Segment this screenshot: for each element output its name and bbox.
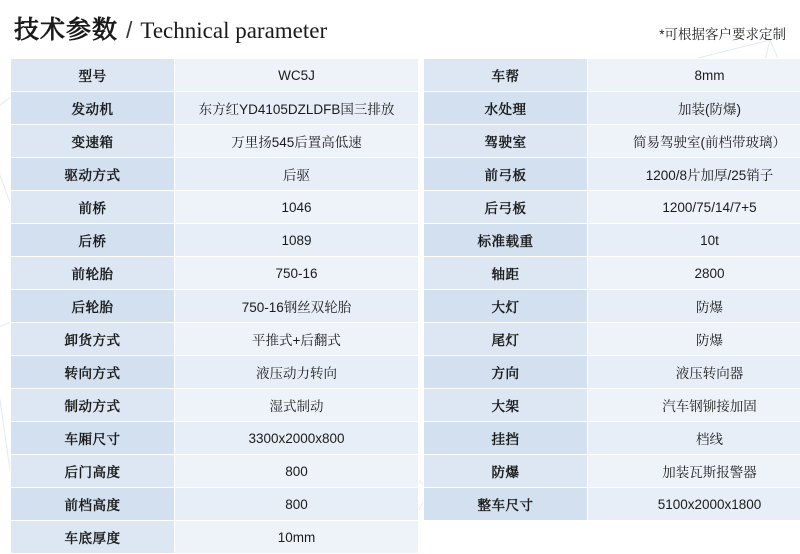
spec-key: 水处理 bbox=[424, 92, 588, 125]
spec-value: 750-16钢丝双轮胎 bbox=[175, 290, 419, 323]
spec-table-right-body bbox=[424, 59, 800, 554]
table-row bbox=[11, 59, 419, 92]
spec-value: 1089 bbox=[175, 224, 419, 257]
spec-value: WC5J bbox=[175, 59, 419, 92]
table-row bbox=[11, 125, 419, 158]
spec-value-empty bbox=[588, 521, 800, 554]
table-row-spacer bbox=[424, 521, 800, 554]
table-row bbox=[11, 92, 419, 125]
spec-table-right bbox=[423, 58, 800, 554]
spec-value: 加装瓦斯报警器 bbox=[588, 455, 800, 488]
spec-key: 后弓板 bbox=[424, 191, 588, 224]
spec-value: 简易驾驶室(前档带玻璃） bbox=[588, 125, 800, 158]
spec-value: 5100x2000x1800 bbox=[588, 488, 800, 521]
table-row bbox=[424, 191, 800, 224]
table-row bbox=[424, 257, 800, 290]
spec-key: 大灯 bbox=[424, 290, 588, 323]
spec-key: 变速箱 bbox=[11, 125, 175, 158]
spec-value: 液压动力转向 bbox=[175, 356, 419, 389]
spec-key: 驾驶室 bbox=[424, 125, 588, 158]
table-row bbox=[11, 356, 419, 389]
spec-value: 750-16 bbox=[175, 257, 419, 290]
spec-key: 卸货方式 bbox=[11, 323, 175, 356]
spec-key: 轴距 bbox=[424, 257, 588, 290]
spec-table-left-body bbox=[11, 59, 419, 554]
spec-key: 后门高度 bbox=[11, 455, 175, 488]
spec-key: 后轮胎 bbox=[11, 290, 175, 323]
spec-value: 8mm bbox=[588, 59, 800, 92]
spec-value: 汽车钢铆接加固 bbox=[588, 389, 800, 422]
spec-value: 10t bbox=[588, 224, 800, 257]
spec-key-empty bbox=[424, 521, 588, 554]
spec-value: 东方红YD4105DZLDFB国三排放 bbox=[175, 92, 419, 125]
page-header bbox=[0, 0, 800, 46]
spec-value: 1046 bbox=[175, 191, 419, 224]
spec-value: 平推式+后翻式 bbox=[175, 323, 419, 356]
spec-key: 标准载重 bbox=[424, 224, 588, 257]
table-row bbox=[11, 389, 419, 422]
table-row bbox=[424, 125, 800, 158]
table-row bbox=[11, 521, 419, 554]
table-row bbox=[424, 422, 800, 455]
table-row bbox=[424, 290, 800, 323]
customization-note: *可根据客户要求定制 bbox=[659, 23, 786, 46]
spec-value: 湿式制动 bbox=[175, 389, 419, 422]
table-row bbox=[11, 422, 419, 455]
table-row bbox=[11, 224, 419, 257]
page-title bbox=[14, 10, 327, 46]
spec-value: 防爆 bbox=[588, 290, 800, 323]
table-row bbox=[11, 257, 419, 290]
spec-key: 前桥 bbox=[11, 191, 175, 224]
spec-value: 2800 bbox=[588, 257, 800, 290]
spec-value: 万里扬545后置高低速 bbox=[175, 125, 419, 158]
table-row bbox=[11, 323, 419, 356]
spec-key: 车帮 bbox=[424, 59, 588, 92]
table-row bbox=[11, 455, 419, 488]
table-row bbox=[424, 389, 800, 422]
spec-value: 10mm bbox=[175, 521, 419, 554]
spec-key: 整车尺寸 bbox=[424, 488, 588, 521]
spec-key: 后桥 bbox=[11, 224, 175, 257]
spec-value: 液压转向器 bbox=[588, 356, 800, 389]
spec-key: 型号 bbox=[11, 59, 175, 92]
table-row bbox=[11, 158, 419, 191]
table-row bbox=[424, 224, 800, 257]
spec-key: 方向 bbox=[424, 356, 588, 389]
table-row bbox=[424, 356, 800, 389]
spec-value: 1200/75/14/7+5 bbox=[588, 191, 800, 224]
spec-tables bbox=[0, 46, 800, 554]
spec-key: 尾灯 bbox=[424, 323, 588, 356]
spec-key: 防爆 bbox=[424, 455, 588, 488]
spec-key: 挂挡 bbox=[424, 422, 588, 455]
spec-key: 前轮胎 bbox=[11, 257, 175, 290]
spec-table-left bbox=[10, 58, 419, 554]
spec-key: 车底厚度 bbox=[11, 521, 175, 554]
table-row bbox=[11, 290, 419, 323]
spec-key: 前档高度 bbox=[11, 488, 175, 521]
spec-value: 档线 bbox=[588, 422, 800, 455]
spec-value: 1200/8片加厚/25销子 bbox=[588, 158, 800, 191]
page-title-en: Technical parameter bbox=[140, 18, 327, 44]
spec-key: 发动机 bbox=[11, 92, 175, 125]
page-title-separator: / bbox=[124, 17, 134, 44]
spec-value: 后驱 bbox=[175, 158, 419, 191]
table-row bbox=[424, 158, 800, 191]
spec-key: 驱动方式 bbox=[11, 158, 175, 191]
spec-key: 转向方式 bbox=[11, 356, 175, 389]
table-row bbox=[11, 191, 419, 224]
spec-key: 车厢尺寸 bbox=[11, 422, 175, 455]
spec-key: 制动方式 bbox=[11, 389, 175, 422]
table-row bbox=[424, 92, 800, 125]
spec-value: 加装(防爆) bbox=[588, 92, 800, 125]
table-row bbox=[424, 488, 800, 521]
page-title-cn: 技术参数 bbox=[14, 10, 118, 46]
spec-key: 前弓板 bbox=[424, 158, 588, 191]
spec-value: 800 bbox=[175, 455, 419, 488]
table-row bbox=[424, 323, 800, 356]
spec-value: 3300x2000x800 bbox=[175, 422, 419, 455]
table-row bbox=[424, 455, 800, 488]
spec-value: 800 bbox=[175, 488, 419, 521]
spec-key: 大架 bbox=[424, 389, 588, 422]
table-row bbox=[11, 488, 419, 521]
table-row bbox=[424, 59, 800, 92]
spec-value: 防爆 bbox=[588, 323, 800, 356]
